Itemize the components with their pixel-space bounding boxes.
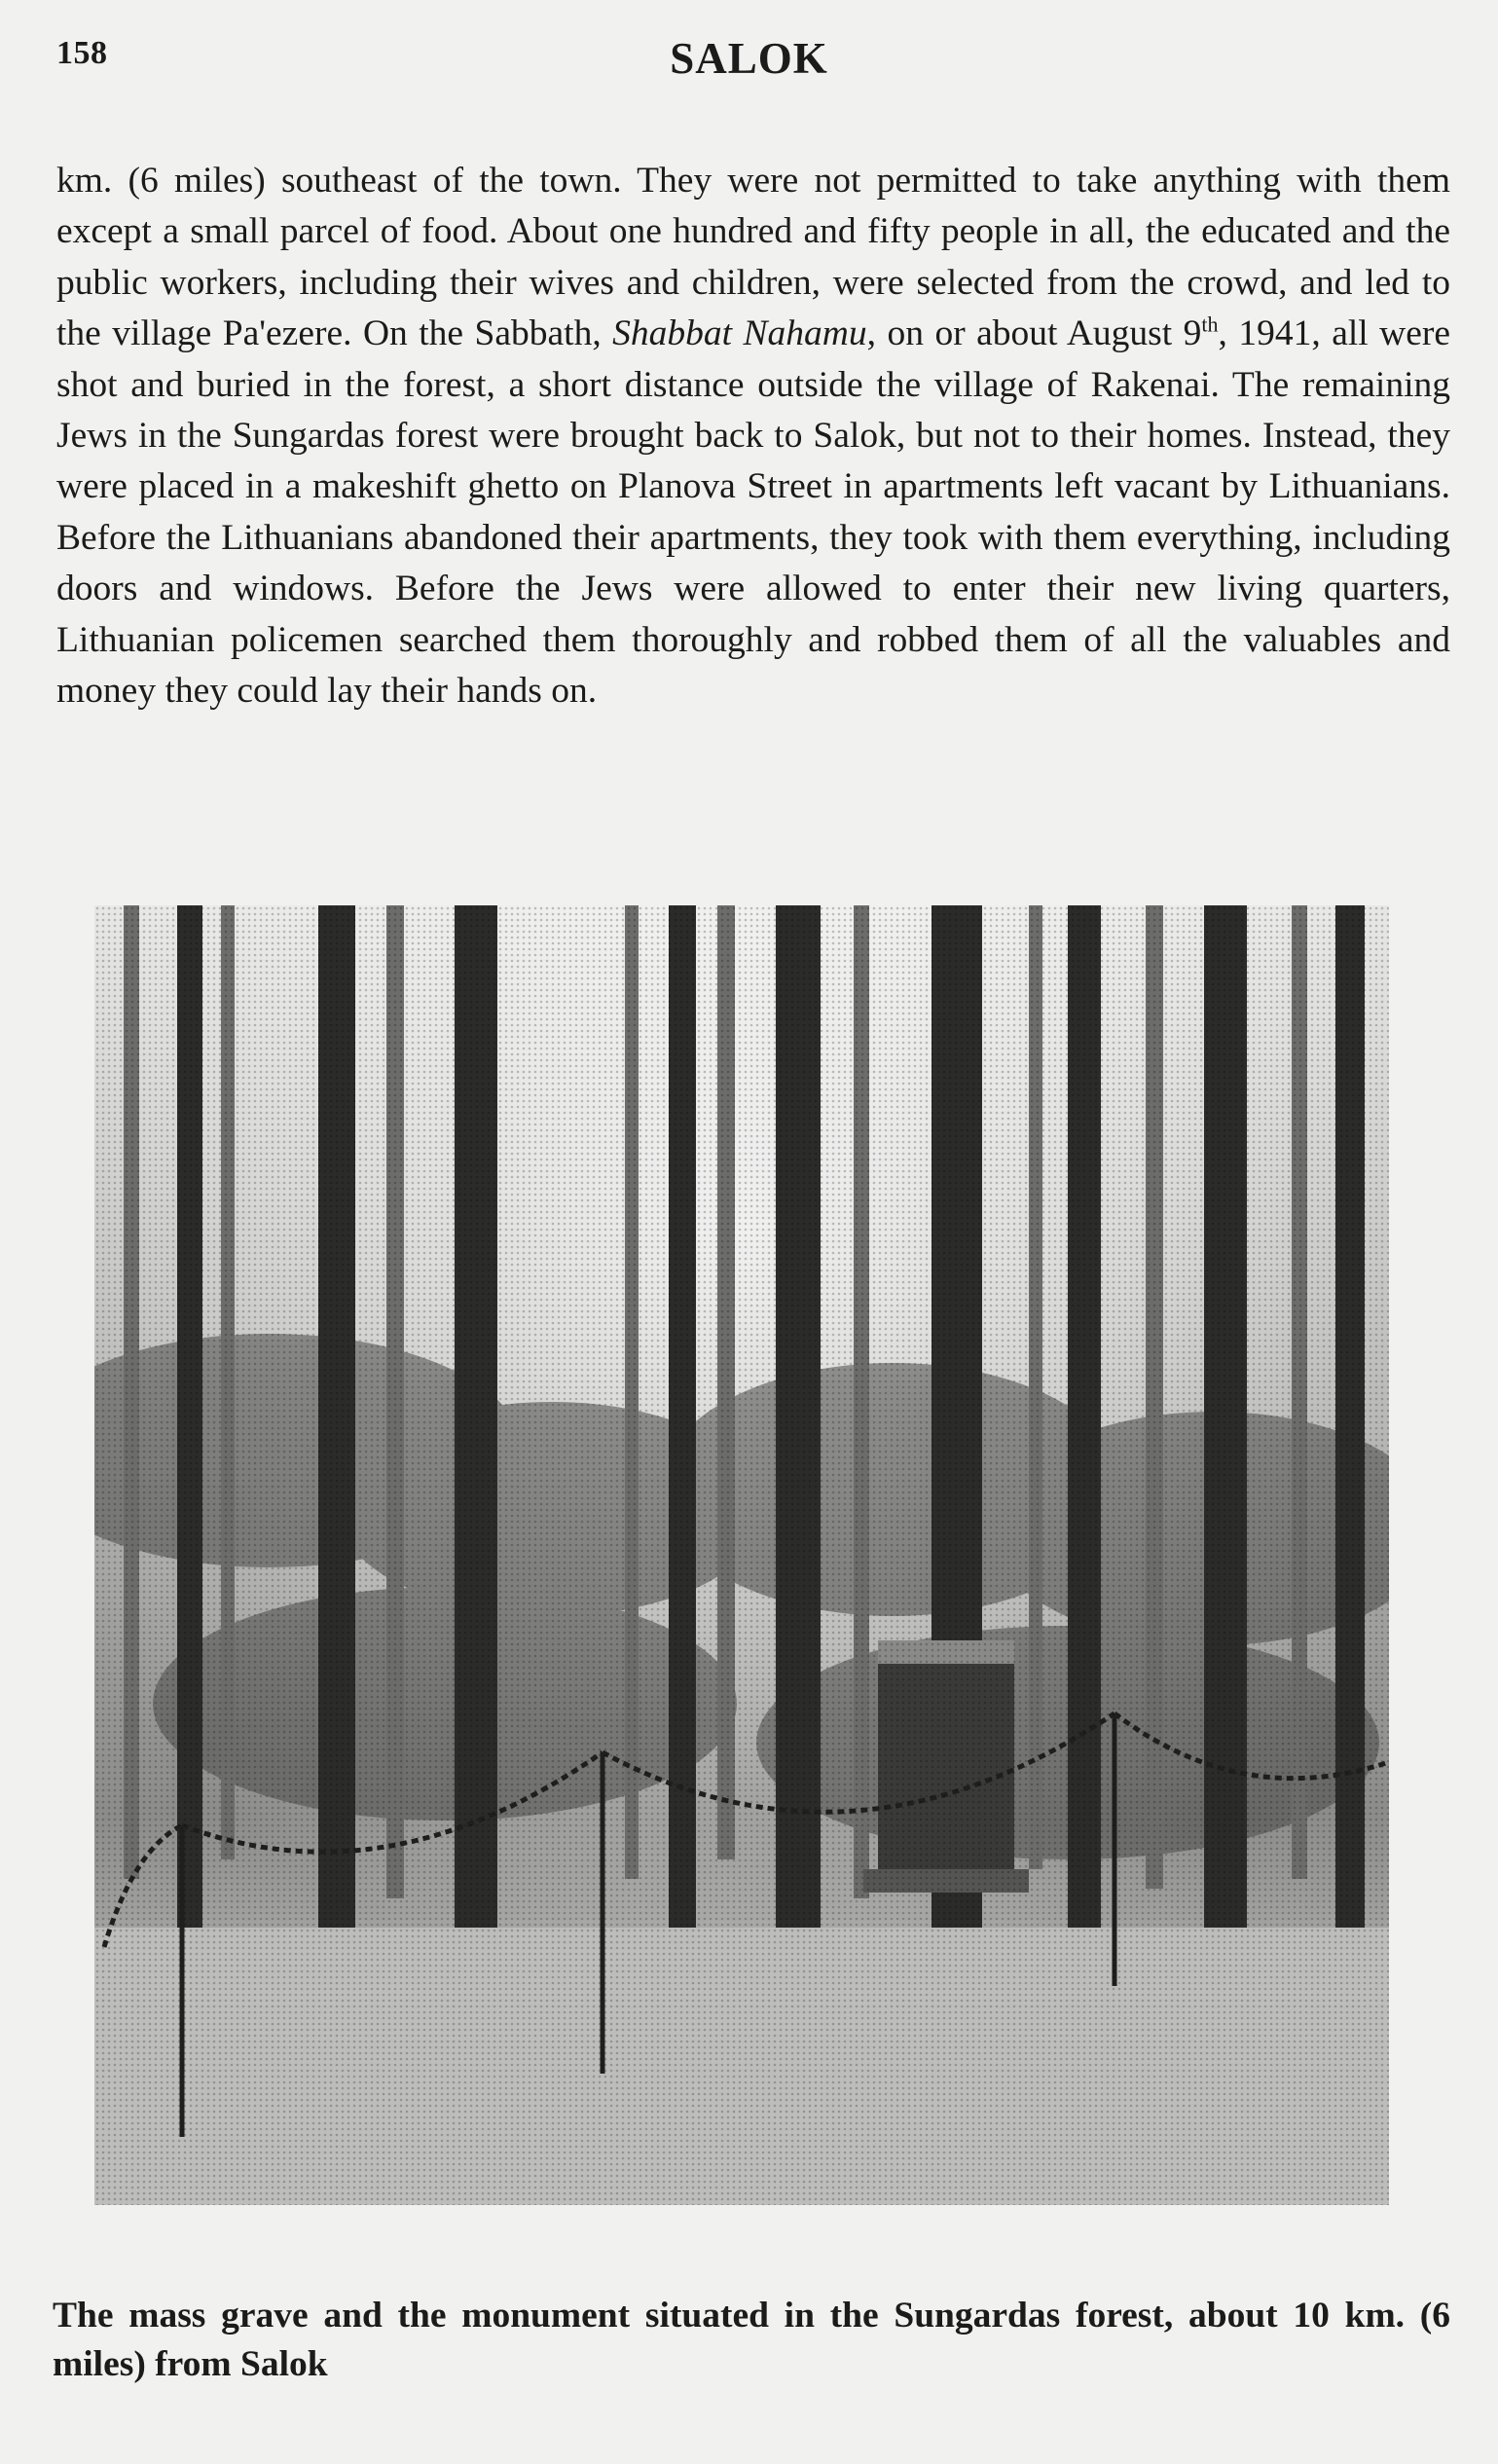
body-text-part-3: , 1941, all were shot and buried in the forest, a short distance outside the village of Rakenai. The remaining Jews in the Sungardas forest were brought back to Salok, but not to their homes. Instead, they were placed in a makeshift ghetto on Planova Street in apartments left vacant by Lithuanians. Before the Lithuanians abandoned their apartments, they took with them everything, including doors and windows. Before the Jews were allowed to enter their new living quarters, Lithuanian policemen searched them thoroughly and robbed them of all the valuables and money they could lay their hands on. (56, 313, 1451, 712)
halftone-screen (94, 905, 1389, 2205)
body-text-part-1: km. (6 miles) southeast of the town. They were not permitted to take anything with them except a small parcel of food. About one hundred and fifty people in all, the educated and the public workers, including their wives and children, were selected from the crowd, and led to the village Pa'ezere. On the Sabbath, (56, 161, 1450, 354)
body-text-italic-term: Shabbat Nahamu (612, 313, 867, 354)
body-text-part-2: , on or about August 9 (866, 313, 1202, 354)
ordinal-superscript: th (1201, 312, 1219, 337)
running-head: SALOK (670, 34, 828, 83)
figure-caption: The mass grave and the monument situated in the Sungardas forest, about 10 km. (6 miles) from Salok (53, 2296, 1450, 2384)
body-paragraph (56, 156, 1450, 717)
page-number: 158 (56, 35, 108, 71)
forest-photograph (94, 905, 1389, 2205)
